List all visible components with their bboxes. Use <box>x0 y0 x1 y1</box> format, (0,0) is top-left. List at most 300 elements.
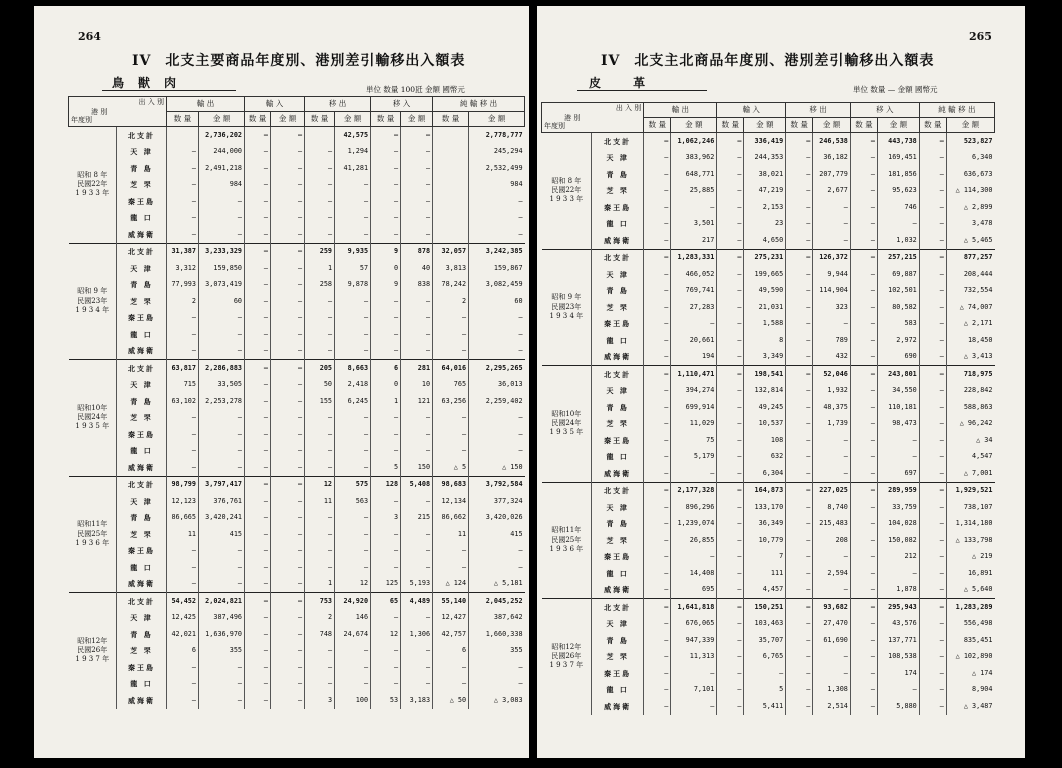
value-cell: — <box>786 266 813 283</box>
value-cell: — <box>401 144 433 161</box>
value-cell: — <box>919 383 946 400</box>
quantity-header: 数 量 <box>167 112 199 127</box>
value-cell: 98,473 <box>878 416 920 433</box>
value-cell: — <box>717 199 744 216</box>
value-cell: — <box>813 665 851 682</box>
value-cell: — <box>335 510 371 527</box>
port-name: 芝 罘 <box>117 177 167 194</box>
value-cell: 896,296 <box>671 499 717 516</box>
year-label: 昭和 9 年 <box>77 287 108 296</box>
value-cell: 2 <box>433 293 469 310</box>
year-label: 民國22年 <box>551 186 582 195</box>
value-cell <box>433 177 469 194</box>
value-cell: — <box>786 416 813 433</box>
value-cell: 690 <box>878 349 920 366</box>
port-name: 芝 罘 <box>117 526 167 543</box>
value-cell: — <box>199 343 245 360</box>
value-cell: — <box>401 226 433 243</box>
header-row <box>542 103 995 118</box>
port-name: 威海衛 <box>117 692 167 709</box>
value-cell: — <box>371 193 401 210</box>
value-cell: 1 <box>371 393 401 410</box>
table-row <box>542 266 995 283</box>
table-row <box>69 576 525 593</box>
value-cell: 100 <box>335 692 371 709</box>
value-cell: — <box>371 293 401 310</box>
value-cell: — <box>717 166 744 183</box>
port-name: 天 津 <box>117 610 167 627</box>
value-cell: 150 <box>401 459 433 476</box>
table-row <box>69 260 525 277</box>
value-cell: — <box>878 432 920 449</box>
amount-header: 金 額 <box>199 112 245 127</box>
table-row <box>542 199 995 216</box>
value-cell: 432 <box>813 349 851 366</box>
value-cell: 415 <box>199 526 245 543</box>
value-cell: — <box>786 199 813 216</box>
value-cell: 48,375 <box>813 399 851 416</box>
value-cell: 1 <box>305 260 335 277</box>
value-cell: — <box>717 649 744 666</box>
value-cell: — <box>644 582 671 599</box>
value-cell: — <box>167 144 199 161</box>
value-cell: — <box>433 659 469 676</box>
value-cell: 78,242 <box>433 277 469 294</box>
value-cell: — <box>199 443 245 460</box>
value-cell: — <box>644 383 671 400</box>
value-cell: — <box>919 349 946 366</box>
value-cell: — <box>671 549 717 566</box>
port-name: 威海衛 <box>117 343 167 360</box>
value-cell: — <box>305 426 335 443</box>
value-cell: — <box>786 698 813 715</box>
value-cell: — <box>245 144 271 161</box>
column-group-header: 輸 入 <box>245 97 305 112</box>
column-group-header: 輸 出 <box>644 103 717 118</box>
value-cell: — <box>717 698 744 715</box>
value-cell: 61,690 <box>813 632 851 649</box>
value-cell: — <box>401 293 433 310</box>
value-cell: — <box>245 293 271 310</box>
value-cell: 215 <box>401 510 433 527</box>
value-cell: — <box>335 659 371 676</box>
value-cell: — <box>850 449 877 466</box>
year-label: 昭和10年 <box>551 409 582 418</box>
value-cell <box>433 210 469 227</box>
port-name: 龍 口 <box>592 565 644 582</box>
value-cell: — <box>919 682 946 699</box>
value-cell: 6 <box>167 643 199 660</box>
value-cell: 2,736,202 <box>199 127 245 144</box>
value-cell: — <box>786 482 813 499</box>
value-cell: — <box>919 266 946 283</box>
value-cell: 11 <box>305 493 335 510</box>
value-cell <box>433 226 469 243</box>
value-cell: — <box>335 177 371 194</box>
value-cell: 4,457 <box>744 582 786 599</box>
value-cell: 111 <box>744 565 786 582</box>
value-cell: 718,975 <box>946 366 994 383</box>
value-cell: — <box>401 659 433 676</box>
value-cell: 24,674 <box>335 626 371 643</box>
year-label: 民國23年 <box>551 302 582 311</box>
value-cell: 355 <box>469 643 525 660</box>
value-cell: 753 <box>305 593 335 610</box>
value-cell: — <box>919 649 946 666</box>
value-cell: — <box>271 193 305 210</box>
value-cell: 3,233,329 <box>199 243 245 260</box>
value-cell: — <box>919 698 946 715</box>
value-cell: — <box>786 232 813 249</box>
value-cell: — <box>271 476 305 493</box>
value-cell: — <box>271 393 305 410</box>
value-cell: — <box>919 465 946 482</box>
value-cell: — <box>245 543 271 560</box>
value-cell: — <box>850 682 877 699</box>
value-cell: — <box>245 493 271 510</box>
port-name: 威海衛 <box>592 698 644 715</box>
value-cell: 5,880 <box>878 698 920 715</box>
value-cell: — <box>371 426 401 443</box>
value-cell: 212 <box>878 549 920 566</box>
value-cell: 12 <box>335 576 371 593</box>
value-cell: 2,594 <box>813 565 851 582</box>
value-cell: — <box>167 659 199 676</box>
value-cell: 984 <box>469 177 525 194</box>
value-cell: — <box>305 193 335 210</box>
value-cell: — <box>717 249 744 266</box>
year-label: 昭和11年 <box>551 526 582 535</box>
value-cell: — <box>245 277 271 294</box>
value-cell: — <box>919 199 946 216</box>
table-row <box>69 243 525 260</box>
value-cell: — <box>850 366 877 383</box>
value-cell: — <box>245 160 271 177</box>
value-cell: — <box>271 443 305 460</box>
value-cell: 2,677 <box>813 183 851 200</box>
value-cell: 10,779 <box>744 532 786 549</box>
table-row <box>542 399 995 416</box>
value-cell: △ 114,300 <box>946 183 994 200</box>
value-cell: — <box>878 449 920 466</box>
value-cell: — <box>167 676 199 693</box>
value-cell: — <box>245 326 271 343</box>
value-cell: — <box>167 226 199 243</box>
value-cell: — <box>271 610 305 627</box>
year-label: 1 9 3 6 年 <box>75 538 110 547</box>
value-cell: — <box>305 293 335 310</box>
value-cell: 128 <box>371 476 401 493</box>
value-cell: 984 <box>199 177 245 194</box>
value-cell <box>305 127 335 144</box>
value-cell: 323 <box>813 299 851 316</box>
value-cell: 64,016 <box>433 360 469 377</box>
value-cell: — <box>199 559 245 576</box>
quantity-header: 数 量 <box>786 118 813 133</box>
value-cell: — <box>271 360 305 377</box>
table-row <box>542 449 995 466</box>
value-cell: — <box>245 127 271 144</box>
value-cell: 394,274 <box>671 383 717 400</box>
value-cell: 244,353 <box>744 150 786 167</box>
value-cell: 33,505 <box>199 377 245 394</box>
port-name: 北支計 <box>592 482 644 499</box>
value-cell: 12 <box>305 476 335 493</box>
value-cell: — <box>271 226 305 243</box>
column-group-header: 移 入 <box>850 103 919 118</box>
value-cell: 738,107 <box>946 499 994 516</box>
table-row <box>69 226 525 243</box>
value-cell: 275,231 <box>744 249 786 266</box>
value-cell: △ 174 <box>946 665 994 682</box>
value-cell: — <box>371 160 401 177</box>
value-cell: 415 <box>469 526 525 543</box>
value-cell: — <box>813 432 851 449</box>
quantity-header: 数 量 <box>850 118 877 133</box>
value-cell: — <box>919 482 946 499</box>
value-cell: 150,082 <box>878 532 920 549</box>
value-cell: — <box>305 326 335 343</box>
value-cell: 466,052 <box>671 266 717 283</box>
value-cell: 575 <box>335 476 371 493</box>
corner-header <box>69 97 167 127</box>
value-cell: 98,799 <box>167 476 199 493</box>
value-cell: 3,183 <box>401 692 433 709</box>
year-cell <box>542 366 592 483</box>
value-cell: 54,452 <box>167 593 199 610</box>
value-cell: — <box>305 310 335 327</box>
value-cell: — <box>644 565 671 582</box>
value-cell: 244,000 <box>199 144 245 161</box>
value-cell: — <box>644 150 671 167</box>
value-cell: — <box>644 499 671 516</box>
port-name: 天 津 <box>592 499 644 516</box>
value-cell: 6 <box>371 360 401 377</box>
value-cell: 2 <box>167 293 199 310</box>
value-cell: — <box>371 526 401 543</box>
value-cell: 1,636,970 <box>199 626 245 643</box>
value-cell: 1,929,521 <box>946 482 994 499</box>
value-cell: — <box>717 616 744 633</box>
value-cell: 36,349 <box>744 516 786 533</box>
value-cell: — <box>245 626 271 643</box>
value-cell: — <box>813 199 851 216</box>
value-cell: — <box>717 150 744 167</box>
value-cell: — <box>919 399 946 416</box>
value-cell: 1,641,818 <box>671 599 717 616</box>
table-row <box>69 343 525 360</box>
port-name: 青 島 <box>117 277 167 294</box>
year-label: 昭和 9 年 <box>551 293 582 302</box>
value-cell: — <box>245 226 271 243</box>
value-cell: — <box>305 443 335 460</box>
value-cell: — <box>717 383 744 400</box>
value-cell: — <box>335 226 371 243</box>
value-cell: 133,170 <box>744 499 786 516</box>
value-cell: 1,062,246 <box>671 133 717 150</box>
quantity-header: 数 量 <box>919 118 946 133</box>
table-row <box>542 582 995 599</box>
table-row <box>69 410 525 427</box>
value-cell: — <box>644 166 671 183</box>
value-cell: 104,028 <box>878 516 920 533</box>
value-cell: — <box>371 559 401 576</box>
value-cell: — <box>813 649 851 666</box>
value-cell: — <box>271 177 305 194</box>
value-cell: — <box>786 383 813 400</box>
port-name: 龍 口 <box>117 210 167 227</box>
value-cell: — <box>401 526 433 543</box>
port-name: 北支計 <box>117 127 167 144</box>
value-cell: — <box>469 676 525 693</box>
value-cell: — <box>644 449 671 466</box>
value-cell: — <box>271 593 305 610</box>
value-cell: — <box>919 416 946 433</box>
port-name: 龍 口 <box>117 326 167 343</box>
value-cell: 289,959 <box>878 482 920 499</box>
value-cell: △ 102,890 <box>946 649 994 666</box>
value-cell: △ 3,487 <box>946 698 994 715</box>
value-cell: 114,904 <box>813 283 851 300</box>
value-cell: 377,324 <box>469 493 525 510</box>
value-cell: — <box>245 343 271 360</box>
value-cell: 8,904 <box>946 682 994 699</box>
port-name: 北支計 <box>592 366 644 383</box>
value-cell: — <box>199 543 245 560</box>
value-cell: 77,993 <box>167 277 199 294</box>
value-cell: — <box>469 193 525 210</box>
value-cell: — <box>919 516 946 533</box>
table-row <box>542 349 995 366</box>
value-cell: — <box>644 549 671 566</box>
value-cell: — <box>371 310 401 327</box>
table-row <box>542 249 995 266</box>
table-row <box>69 543 525 560</box>
value-cell: 4,547 <box>946 449 994 466</box>
value-cell: — <box>305 676 335 693</box>
year-label: 昭和11年 <box>77 520 108 529</box>
port-name: 威海衛 <box>117 576 167 593</box>
value-cell: 6,765 <box>744 649 786 666</box>
value-cell: — <box>199 310 245 327</box>
value-cell: — <box>167 559 199 576</box>
column-group-header: 移 出 <box>305 97 371 112</box>
value-cell: — <box>371 443 401 460</box>
value-cell: 227,025 <box>813 482 851 499</box>
value-cell: — <box>850 465 877 482</box>
value-cell: — <box>305 160 335 177</box>
value-cell: — <box>271 160 305 177</box>
value-cell: — <box>433 543 469 560</box>
value-cell: — <box>401 610 433 627</box>
value-cell: 132,814 <box>744 383 786 400</box>
value-cell: — <box>786 166 813 183</box>
table-row <box>69 476 525 493</box>
value-cell: — <box>850 499 877 516</box>
value-cell: 63,817 <box>167 360 199 377</box>
value-cell: 556,498 <box>946 616 994 633</box>
value-cell: — <box>644 249 671 266</box>
value-cell: — <box>167 326 199 343</box>
value-cell: 11 <box>167 526 199 543</box>
value-cell: — <box>850 332 877 349</box>
value-cell: — <box>717 232 744 249</box>
value-cell: 3,312 <box>167 260 199 277</box>
value-cell: 5 <box>371 459 401 476</box>
value-cell: 16,891 <box>946 565 994 582</box>
value-cell: — <box>717 432 744 449</box>
value-cell: — <box>371 610 401 627</box>
port-name: 天 津 <box>592 150 644 167</box>
value-cell: — <box>469 343 525 360</box>
value-cell: 789 <box>813 332 851 349</box>
value-cell: — <box>305 343 335 360</box>
value-cell: 1,739 <box>813 416 851 433</box>
value-cell: 49,245 <box>744 399 786 416</box>
value-cell: — <box>335 410 371 427</box>
value-cell: — <box>786 532 813 549</box>
value-cell: 50 <box>305 377 335 394</box>
value-cell: 295,943 <box>878 599 920 616</box>
value-cell: 336,419 <box>744 133 786 150</box>
chapter-number: IV <box>601 53 621 69</box>
value-cell: 10 <box>401 377 433 394</box>
value-cell: 2 <box>305 610 335 627</box>
value-cell: 877,257 <box>946 249 994 266</box>
value-cell: △ 133,798 <box>946 532 994 549</box>
corner-flow-label: 出 入 別 <box>138 98 164 106</box>
value-cell: — <box>786 616 813 633</box>
subtitle-rule <box>102 90 236 91</box>
value-cell: — <box>271 326 305 343</box>
value-cell: 93,682 <box>813 599 851 616</box>
value-cell: 53 <box>371 692 401 709</box>
value-cell: — <box>335 643 371 660</box>
year-label: 民國24年 <box>77 413 108 422</box>
value-cell: — <box>717 416 744 433</box>
value-cell: 126,372 <box>813 249 851 266</box>
value-cell: — <box>245 443 271 460</box>
value-cell: — <box>850 665 877 682</box>
value-cell: — <box>644 465 671 482</box>
value-cell <box>433 193 469 210</box>
value-cell: — <box>245 593 271 610</box>
year-label: 1 9 3 5 年 <box>549 428 584 437</box>
commodity-subtitle: 皮 革 <box>589 76 660 90</box>
value-cell: — <box>919 150 946 167</box>
value-cell: — <box>717 549 744 566</box>
value-cell: — <box>786 249 813 266</box>
value-cell: 5,193 <box>401 576 433 593</box>
value-cell: 60 <box>199 293 245 310</box>
year-label: 1 9 3 3 年 <box>549 195 584 204</box>
value-cell: — <box>644 698 671 715</box>
value-cell: — <box>371 659 401 676</box>
amount-header: 金 額 <box>744 118 786 133</box>
value-cell: — <box>271 459 305 476</box>
value-cell: — <box>433 559 469 576</box>
value-cell: — <box>245 692 271 709</box>
value-cell: — <box>850 532 877 549</box>
subtitle-rule <box>577 90 707 91</box>
value-cell: — <box>671 465 717 482</box>
table-row <box>542 632 995 649</box>
value-cell: — <box>644 266 671 283</box>
value-cell: — <box>717 399 744 416</box>
port-name: 天 津 <box>592 616 644 633</box>
port-name: 秦王島 <box>592 316 644 333</box>
year-label: 昭和 8 年 <box>77 170 108 179</box>
